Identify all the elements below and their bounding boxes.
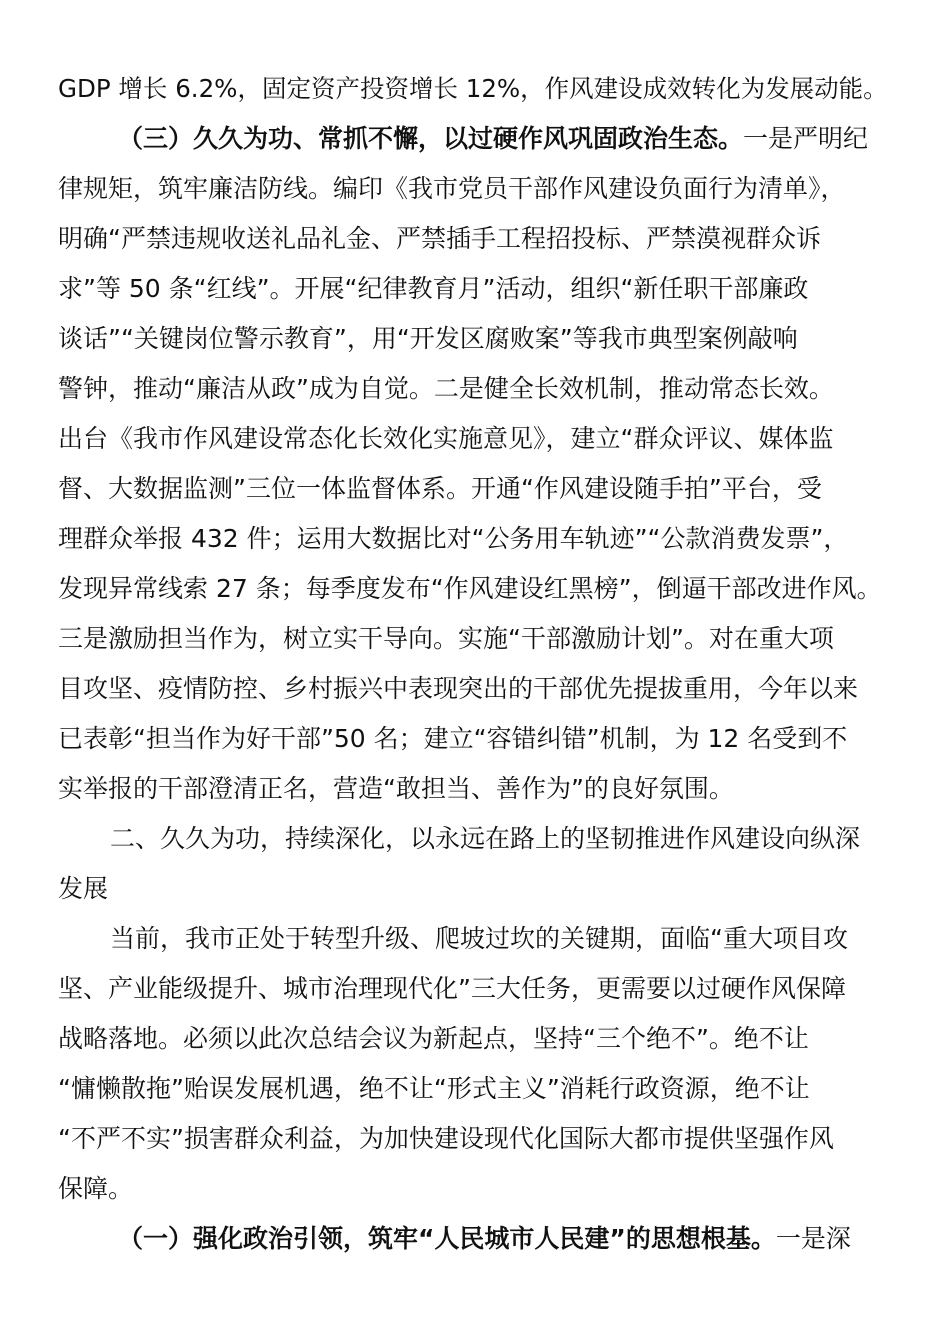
section-heading-two: 二、久久为功，持续深化，以永远在路上的坚韧推进作风建设向纵深	[110, 824, 861, 853]
text-line-14: 已表彰“担当作为好干部”50 名；建立“容错纠错”机制，为 12 名受到不	[58, 724, 848, 753]
text-line-1: GDP 增长 6.2%，固定资产投资增长 12%，作风建设成效转化为发展动能。	[58, 74, 888, 103]
text-line-10: 理群众举报 432 件；运用大数据比对“公务用车轨迹”“公款消费发票”，	[58, 524, 849, 553]
text-line-7: 警钟，推动“廉洁从政”成为自觉。二是健全长效机制，推动常态长效。	[58, 374, 834, 403]
text-line-8: 出台《我市作风建设常态化长效化实施意见》，建立“群众评议、媒体监	[58, 424, 834, 453]
text-line-13: 目攻坚、疫情防控、乡村振兴中表现突出的干部优先提拔重用，今年以来	[58, 674, 859, 703]
section-heading-two-cont: 发展	[58, 874, 109, 903]
section-heading-1	[58, 1214, 900, 1264]
text-line-22: “不严不实”损害群众利益，为加快建设现代化国际大都市提供坚强作风	[58, 1124, 834, 1153]
text-line-3: 律规矩，筑牢廉洁防线。编印《我市党员干部作风建设负面行为清单》，	[58, 174, 846, 203]
text-line-18: 当前，我市正处于转型升级、爬坡过坎的关键期，面临“重大项目攻	[110, 924, 848, 953]
text-line-21: “慵懒散拖”贻误发展机遇，绝不让“形式主义”消耗行政资源，绝不让	[58, 1074, 810, 1103]
text-line-15: 实举报的干部澄清正名，营造“敢担当、善作为”的良好氛围。	[58, 774, 734, 803]
text-line-9: 督、大数据监测”三位一体监督体系。开通“作风建设随手拍”平台，受	[58, 474, 822, 503]
text-line-20: 战略落地。必须以此次总结会议为新起点，坚持“三个绝不”。绝不让	[58, 1024, 809, 1053]
text-line-23: 保障。	[58, 1174, 134, 1203]
text-line-12: 三是激励担当作为，树立实干导向。实施“干部激励计划”。对在重大项	[58, 624, 834, 653]
text-line-4: 明确“严禁违规收送礼品礼金、严禁插手工程招投标、严禁漠视群众诉	[58, 224, 821, 253]
text-line-6: 谈话”“关键岗位警示教育”，用“开发区腐败案”等我市典型案例敲响	[58, 324, 798, 353]
heading-trailing-text: 一是深	[775, 1224, 851, 1253]
heading-bold-text: （三）久久为功、常抓不懈，以过硬作风巩固政治生态。	[118, 124, 744, 153]
section-heading-3	[58, 114, 900, 164]
text-line-19: 坚、产业能级提升、城市治理现代化”三大任务，更需要以过硬作风保障	[58, 974, 846, 1003]
heading-bold-text: （一）强化政治引领，筑牢“人民城市人民建”的思想根基。	[118, 1224, 776, 1253]
document-page	[58, 64, 900, 1264]
text-line-5: 求”等 50 条“红线”。开展“纪律教育月”活动，组织“新任职干部廉政	[58, 274, 809, 303]
heading-trailing-text: 一是严明纪	[743, 124, 869, 153]
text-line-11: 发现异常线索 27 条；每季度发布“作风建设红黑榜”，倒逼干部改进作风。	[58, 574, 882, 603]
